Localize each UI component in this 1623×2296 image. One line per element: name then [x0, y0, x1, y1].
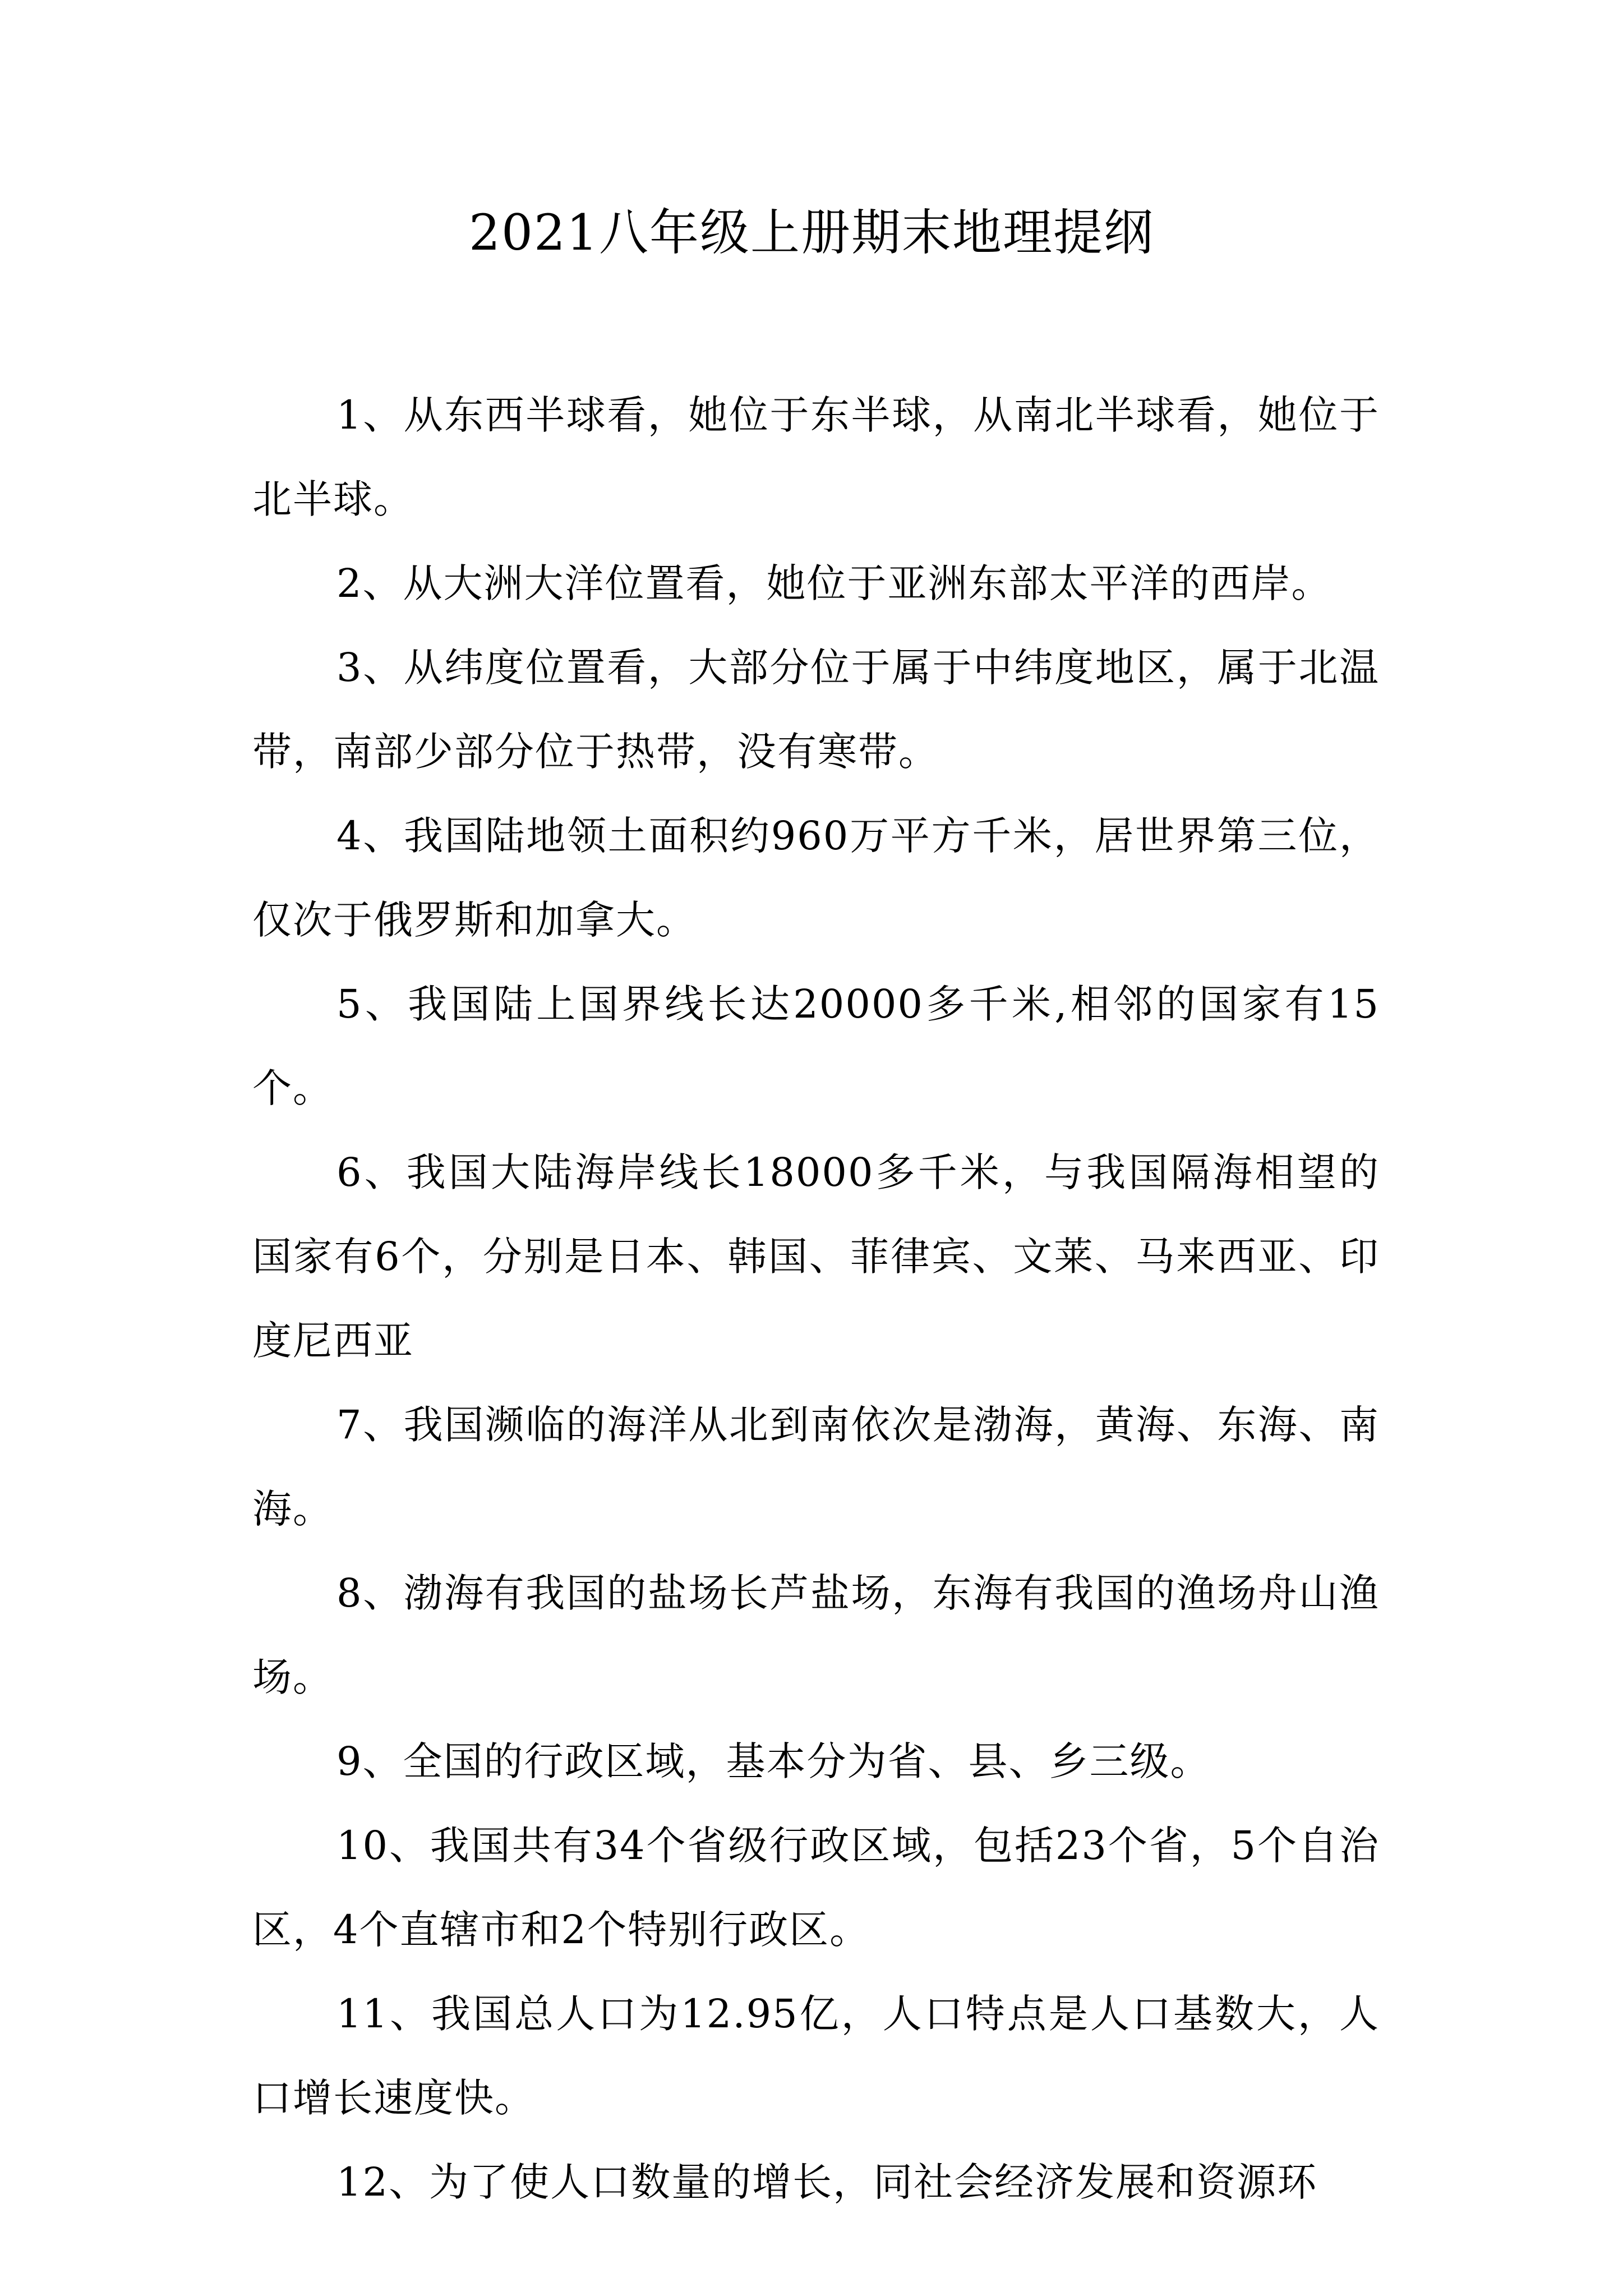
paragraph-3: 3、从纬度位置看，大部分位于属于中纬度地区，属于北温带，南部少部分位于热带，没有寒带。 [252, 645, 1380, 775]
paragraph-5: 5、我国陆上国界线长达20000多千米,相邻的国家有15个。 [252, 981, 1380, 1111]
paragraph-10: 10、我国共有34个省级行政区域，包括23个省，5个自治区，4个直辖市和2个特别行政区。 [252, 1823, 1380, 1953]
paragraph-7: 7、我国濒临的海洋从北到南依次是渤海，黄海、东海、南海。 [252, 1402, 1380, 1532]
paragraph-12: 12、为了使人口数量的增长，同社会经济发展和资源环 [336, 2159, 1318, 2205]
document-body [252, 373, 1380, 2224]
paragraph-1: 1、从东西半球看，她位于东半球，从南北半球看，她位于北半球。 [252, 392, 1380, 522]
paragraph-8: 8、渤海有我国的盐场长芦盐场，东海有我国的渔场舟山渔场。 [252, 1570, 1380, 1700]
paragraph-9: 9、全国的行政区域，基本分为省、县、乡三级。 [336, 1738, 1211, 1784]
paragraph-4: 4、我国陆地领土面积约960万平方千米，居世界第三位，仅次于俄罗斯和加拿大。 [252, 813, 1380, 943]
paragraph-11: 11、我国总人口为12.95亿，人口特点是人口基数大，人口增长速度快。 [252, 1991, 1380, 2121]
paragraph-6: 6、我国大陆海岸线长18000多千米，与我国隔海相望的国家有6个，分别是日本、韩国、菲律宾、文莱、马来西亚、印度尼西亚 [252, 1149, 1380, 1364]
paragraph-2: 2、从大洲大洋位置看，她位于亚洲东部太平洋的西岸。 [336, 560, 1332, 606]
document-title: 2021八年级上册期末地理提纲 [469, 204, 1154, 261]
